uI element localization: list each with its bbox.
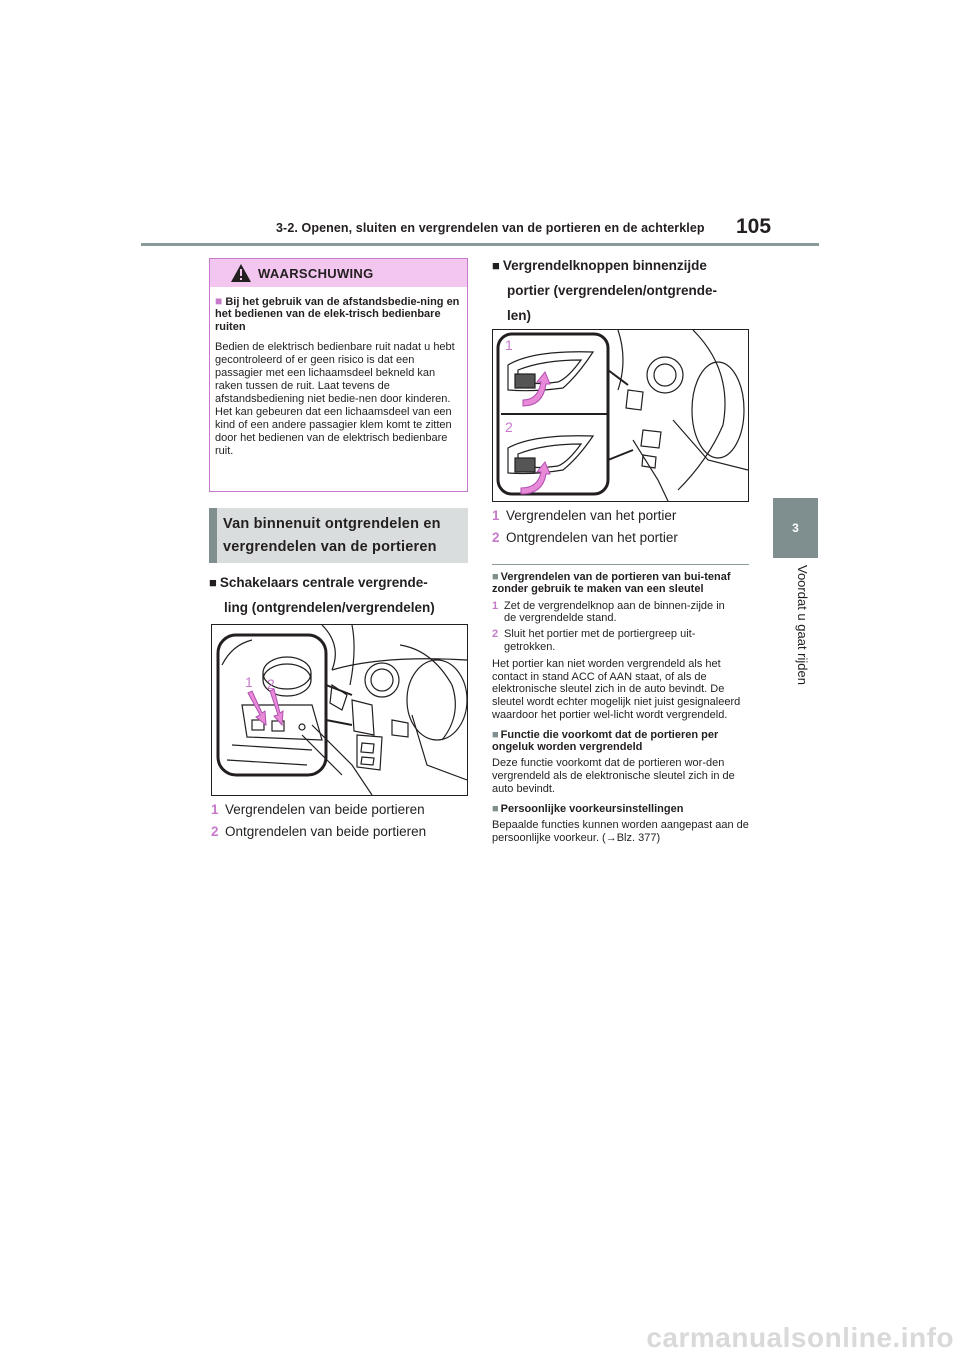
- central-switch-list: [211, 799, 473, 843]
- note-step: 2 Sluit het portier met de portiergreep uit-getrokken.: [492, 628, 696, 653]
- figure-label-1: 1: [505, 337, 513, 353]
- inside-button-heading-line1: Vergrendelknoppen binnenzijde: [502, 258, 707, 273]
- warning-box: [209, 258, 468, 492]
- section-heading-text: Van binnenuit ontgrendelen en vergrendelen van de portieren: [223, 516, 441, 555]
- chapter-number: 3: [792, 521, 799, 535]
- square-bullet-icon: ■: [492, 571, 499, 583]
- warning-header: [210, 259, 467, 287]
- warning-triangle-icon: [230, 263, 252, 283]
- list-item: 2 Ontgrendelen van het portier: [492, 530, 678, 545]
- chapter-tab: [773, 498, 818, 558]
- chapter-label: Voordat u gaat rijden: [795, 565, 810, 685]
- note-step: 1 Zet de vergrendelknop aan de binnen-zijde in de vergrendelde stand.: [492, 599, 725, 625]
- inside-button-list: [492, 505, 754, 549]
- square-bullet-icon: ■: [215, 294, 223, 308]
- notes-divider: [492, 564, 749, 565]
- page-number: 105: [736, 215, 772, 238]
- warning-subheading-text: Bij het gebruik van de afstandsbedie-ning en het bedienen van de elek-trisch bedienbare ruiten: [215, 296, 460, 333]
- list-item: 2 Ontgrendelen van beide portieren: [211, 824, 427, 839]
- central-switch-figure: [211, 624, 468, 796]
- running-header-title: 3-2. Openen, sluiten en vergrendelen van de portieren en de achterklep: [276, 221, 705, 235]
- square-bullet-icon: ■: [492, 258, 500, 273]
- warning-subheading: [215, 295, 465, 333]
- note-heading-outside-lock: ■ Vergrendelen van de portieren van bui-tenaf zonder gebruik te maken van een sleutel: [492, 571, 731, 596]
- square-bullet-icon: ■: [492, 802, 499, 815]
- central-switch-heading-line1: Schakelaars centrale vergrende-: [219, 575, 428, 590]
- note-body-prevent-lock: Deze functie voorkomt dat de portieren wor-den vergrendeld als de elektronische sleutel zich in de auto bevindt.: [492, 757, 735, 795]
- note-body-outside-lock: Het portier kan niet worden vergrendeld als het contact in stand ACC of AAN staat, of als de elektronische sleutel zich in de auto bevindt. De sleutel wordt echter mogelijk niet juist gesignaleerd waardoor het portier wel-licht wordt vergrendeld.: [492, 657, 741, 721]
- central-switch-illustration: [212, 625, 467, 795]
- warning-title: WAARSCHUWING: [258, 266, 374, 281]
- header-rule: [141, 243, 819, 246]
- inside-button-heading: [492, 253, 754, 328]
- list-item: 1 Vergrendelen van het portier: [492, 508, 677, 523]
- square-bullet-icon: ■: [492, 728, 499, 741]
- notes-column: [492, 571, 752, 845]
- inside-button-figure: [492, 329, 749, 502]
- inside-button-heading-line3: len): [507, 308, 532, 323]
- figure-label-1: 1: [245, 674, 253, 690]
- note-body-personal: Bepaalde functies kunnen worden aangepast aan de persoonlijke voorkeur. (→Blz. 377): [492, 819, 749, 844]
- central-switch-heading-line2: ling (ontgrendelen/vergrendelen): [224, 600, 435, 615]
- watermark-text: carmanualsonline.info: [646, 1322, 954, 1353]
- note-heading-personal: ■ Persoonlijke voorkeursinstellingen: [492, 802, 684, 815]
- inside-button-illustration: [493, 330, 748, 501]
- list-item: 1 Vergrendelen van beide portieren: [211, 802, 425, 817]
- figure-label-2: 2: [267, 676, 275, 692]
- figure-label-2: 2: [505, 419, 513, 435]
- section-heading: [209, 508, 468, 563]
- note-heading-prevent-lock: ■ Functie die voorkomt dat de portieren per ongeluk worden vergrendeld: [492, 728, 719, 754]
- central-switch-heading: [209, 570, 471, 620]
- square-bullet-icon: ■: [209, 575, 217, 590]
- warning-body: Bedien de elektrisch bedienbare ruit nadat u hebt gecontroleerd of er geen risico is dat een passagier met een lichaamsdeel bekneld kan raken tussen de ruit. Laat tevens de afstandsbediening niet bedie-nen door kinderen. Het kan gebeuren dat een lichaamsdeel van een kind of een andere passagier klem komt te zitten door het bedienen van de elektrisch bedienbare ruit.: [215, 341, 455, 457]
- inside-button-heading-line2: portier (vergrendelen/ontgrende-: [507, 283, 718, 298]
